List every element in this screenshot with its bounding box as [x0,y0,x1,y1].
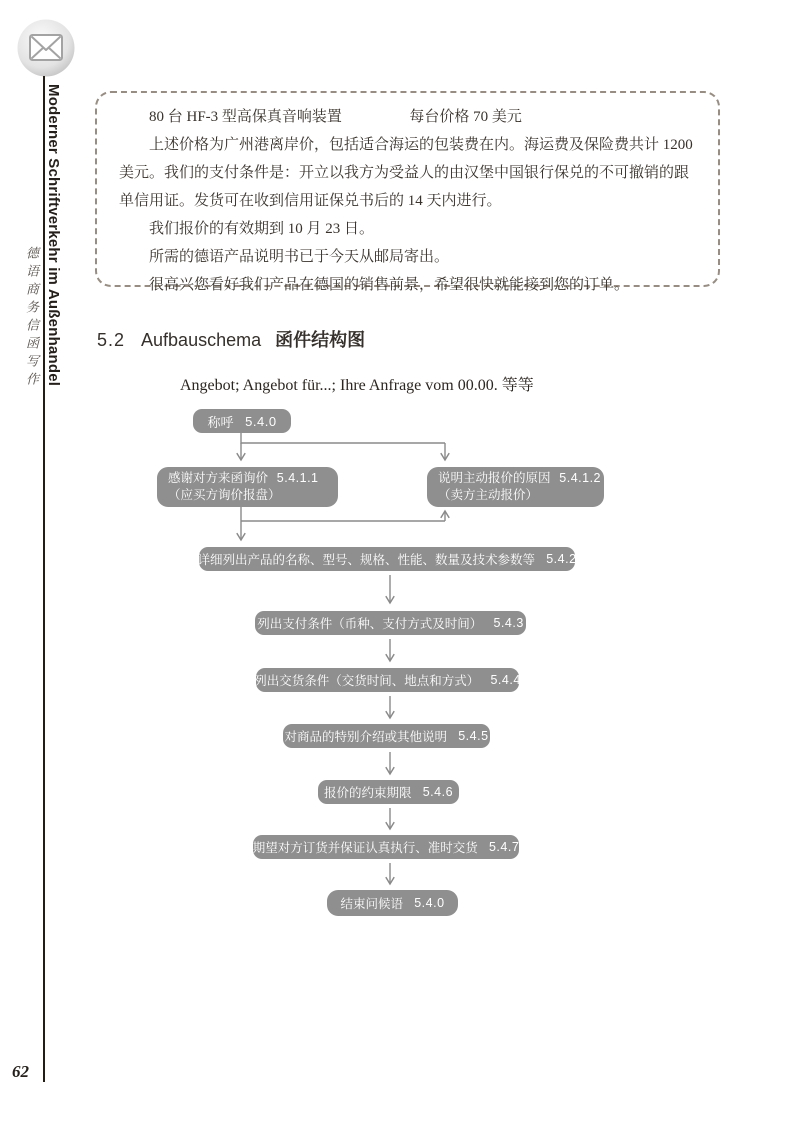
flow-node-thanks-inquiry: 感谢对方来函询价 5.4.1.1 （应买方询价报盘） [157,467,338,507]
section-heading [97,326,365,352]
section-number: 5.2 [97,330,126,350]
flow-node-salutation: 称呼 5.4.0 [193,409,291,433]
subject-line-examples: Angebot; Angebot für...; Ihre Anfrage vom 00.00. 等等 [180,377,534,394]
envelope-icon [17,19,75,77]
flow-node-payment-terms: 列出支付条件（币种、支付方式及时间） 5.4.3 [255,611,526,635]
letter-item-price: 每台价格 70 美元 [409,109,522,125]
section-title-german: Aufbauschema [141,330,262,350]
series-title-vertical: Moderner Schriftverkehr im Außenhandel [45,84,62,387]
letter-paragraph: 上述价格为广州港离岸价，包括适合海运的包装费在内。海运费及保险费共计 1200 美元。我们的支付条件是：开立以我方为受益人的由汉堡中国银行保兑的不可撤销的跟单信用证。发货可在收到信用证保兑书后的 14 天内进行。 [119,137,693,209]
page-number: 62 [12,1062,29,1081]
letter-example-box [95,91,720,293]
flow-node-delivery-terms: 列出交货条件（交货时间、地点和方式） 5.4.4 [256,668,519,692]
letter-paragraph: 我们报价的有效期到 10 月 23 日。 [149,221,375,237]
flow-node-validity-period: 报价的约束期限 5.4.6 [318,780,459,804]
letter-paragraph: 很高兴您看好我们产品在德国的销售前景，希望很快就能接到您的订单。 [149,277,630,293]
flow-node-expect-order: 期望对方订货并保证认真执行、准时交货 5.4.7 [253,835,519,859]
letter-paragraph: 所需的德语产品说明书已于今天从邮局寄出。 [149,249,450,265]
flow-node-product-details: 详细列出产品的名称、型号、规格、性能、数量及技术参数等 5.4.2 [199,547,575,571]
flow-node-special-notes: 对商品的特别介绍或其他说明 5.4.5 [283,724,490,748]
section-title-chinese: 函件结构图 [275,330,366,350]
flow-node-reason-offer: 说明主动报价的原因 5.4.1.2 （卖方主动报价） [427,467,604,507]
letter-item-line [119,103,696,131]
letter-item-product: 80 台 HF-3 型高保真音响装置 [149,109,342,125]
book-title-vertical: 德语商务信函写作 [24,246,39,390]
flow-node-closing: 结束问候语 5.4.0 [327,890,458,916]
